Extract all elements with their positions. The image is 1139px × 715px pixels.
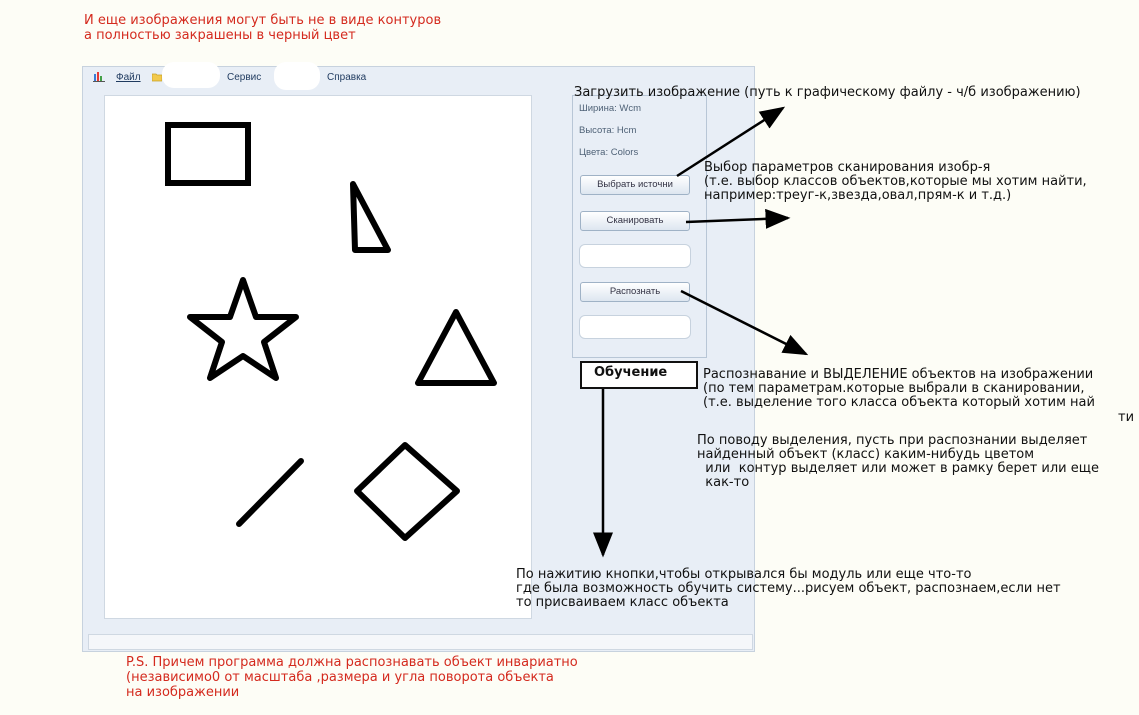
note-ps: P.S. Причем программа должна распознавать объект инвариатно (независимо0 от масштаба ,размера и угла поворота объекта на изображении [126, 655, 578, 700]
training-button[interactable]: Обучение [580, 361, 698, 389]
note-highlight: По поводу выделения, пусть при распознании выделяет найденный объект (класс) каким-нибудь цветом или контур выделяет или может в рамку берет или еще как-то [697, 433, 1099, 490]
rectangle-shape [168, 125, 248, 183]
note-scan-params: Выбор параметров сканирования изобр-я (т.е. выбор классов объектов,которые мы хотим найти, например:треуг-к,звезда,овал,прям-к и т.д.) [704, 160, 1087, 203]
menu-help[interactable]: Справка [327, 72, 367, 83]
height-label: Высота: Hcm [579, 125, 637, 136]
width-label: Ширина: Wcm [579, 103, 642, 114]
note-recognize-tail: ти [1118, 410, 1135, 425]
arrow-recognize [681, 291, 806, 354]
diamond-shape [357, 445, 457, 538]
menu-file[interactable]: Файл [116, 72, 141, 83]
note-top-red: И еще изображения могут быть не в виде контуров а полностью закрашены в черный цвет [84, 13, 442, 43]
note-load-image: Загрузить изображение (путь к графическому файлу - ч/б изображению) [574, 85, 1081, 100]
colors-label: Цвета: Colors [579, 147, 639, 158]
note-recognize: Распознавание и ВЫДЕЛЕНИЕ объектов на изображении (по тем параметрам.которые выбрали в сканировании, (т.е. выделение того класса объекта который хотим най [703, 367, 1095, 410]
line-shape [239, 461, 301, 524]
menu-service[interactable]: Сервис [227, 72, 262, 83]
arrow-scan [686, 218, 788, 222]
recognize-button[interactable]: Распознать [580, 282, 690, 302]
select-source-button[interactable]: Выбрать источни [580, 175, 690, 195]
scan-button[interactable]: Сканировать [580, 211, 690, 231]
right-triangle-shape [353, 184, 388, 250]
triangle-shape [418, 312, 494, 383]
star-shape [190, 280, 296, 378]
note-training: По нажитию кнопки,чтобы открывался бы модуль или еще что-то где была возможность обучить систему...рисуем объект, распознаем,если нет то присваиваем класс объекта [516, 567, 1061, 610]
